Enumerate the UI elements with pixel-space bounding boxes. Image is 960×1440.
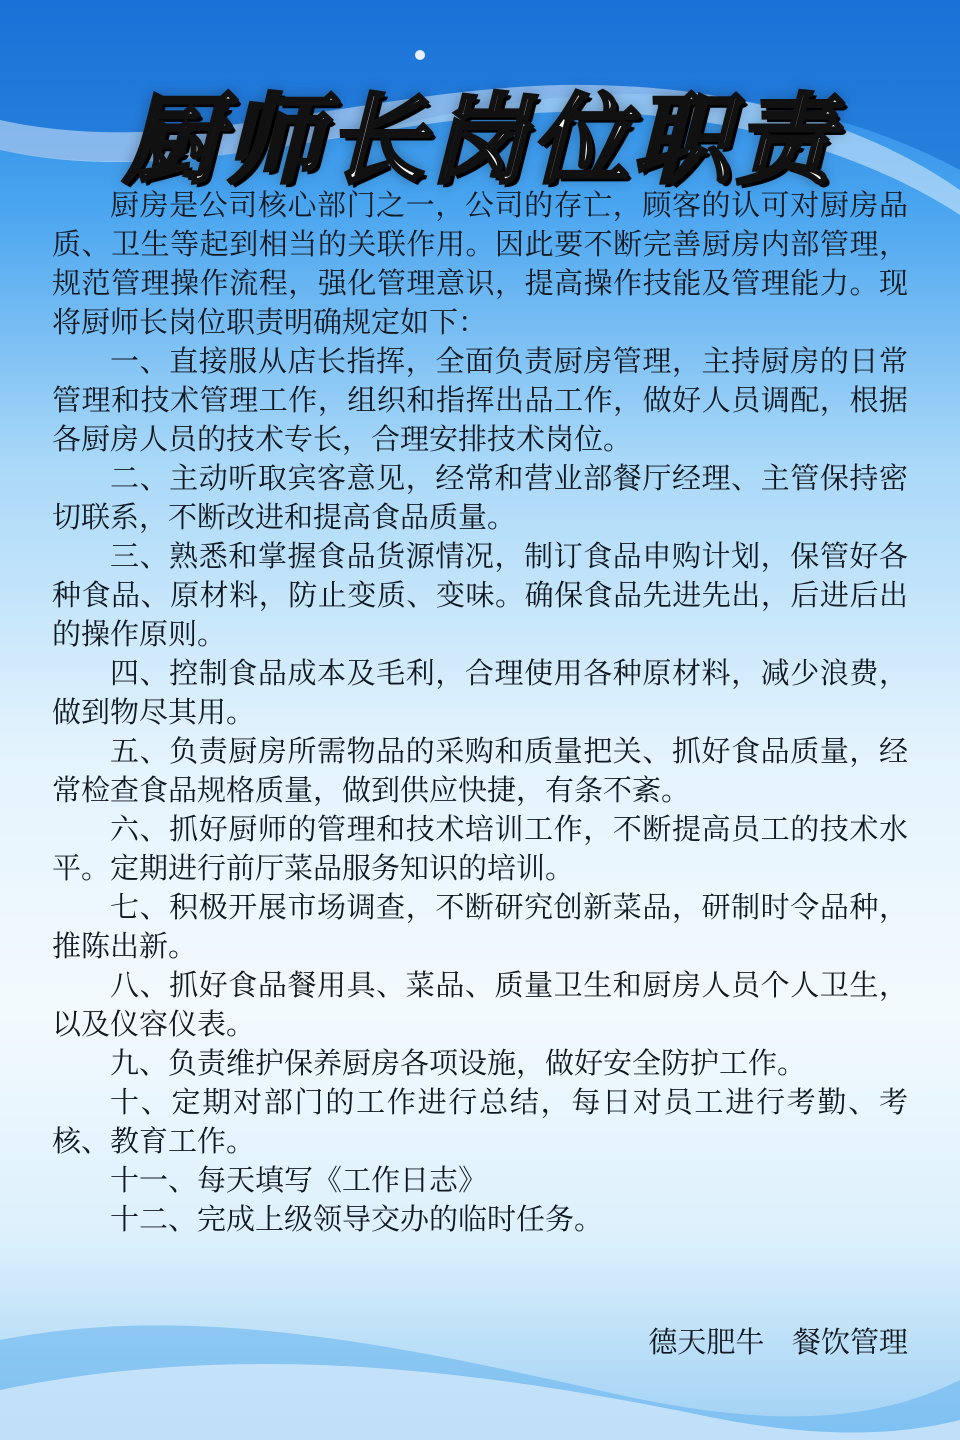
duty-item: 七、积极开展市场调查，不断研究创新菜品，研制时令品种，推陈出新。 — [52, 890, 908, 963]
duty-item: 九、负责维护保养厨房各项设施，做好安全防护工作。 — [110, 1046, 807, 1080]
page-title: 厨师长岗位职责 — [122, 83, 837, 198]
intro-paragraph: 厨房是公司核心部门之一，公司的存亡，顾客的认可对厨房品质、卫生等起到相当的关联作用。因此要不断完善厨房内部管理，规范管理操作流程，强化管理意识，提高操作技能及管理能力。现将厨师长岗位职责明确规定如下： — [52, 188, 908, 339]
duty-item: 十二、完成上级领导交办的临时任务。 — [110, 1202, 604, 1236]
duty-item: 八、抓好食品餐用具、菜品、质量卫生和厨房人员个人卫生，以及仪容仪表。 — [52, 968, 908, 1041]
duty-item: 一、直接服从店长指挥，全面负责厨房管理，主持厨房的日常管理和技术管理工作，组织和指挥出品工作，做好人员调配，根据各厨房人员的技术专长，合理安排技术岗位。 — [52, 344, 908, 456]
duty-item: 三、熟悉和掌握食品货源情况，制订食品申购计划，保管好各种食品、原材料，防止变质、变味。确保食品先进先出，后进后出的操作原则。 — [52, 539, 908, 651]
duty-item: 十、定期对部门的工作进行总结，每日对员工进行考勤、考核、教育工作。 — [52, 1085, 908, 1158]
sparkle — [415, 50, 425, 60]
duty-item: 五、负责厨房所需物品的采购和质量把关、抓好食品质量，经常检查食品规格质量，做到供应快捷，有条不紊。 — [52, 734, 908, 807]
duty-item: 六、抓好厨师的管理和技术培训工作，不断提高员工的技术水平。定期进行前厅菜品服务知识的培训。 — [52, 812, 908, 885]
duty-item: 十一、每天填写《工作日志》 — [110, 1163, 488, 1197]
duty-item: 二、主动听取宾客意见，经常和营业部餐厅经理、主管保持密切联系，不断改进和提高食品质量。 — [52, 461, 908, 534]
document-body — [52, 186, 908, 1239]
duty-item: 四、控制食品成本及毛利，合理使用各种原材料，减少浪费，做到物尽其用。 — [52, 656, 908, 729]
signature: 德天肥牛 餐饮管理 — [648, 1325, 908, 1359]
